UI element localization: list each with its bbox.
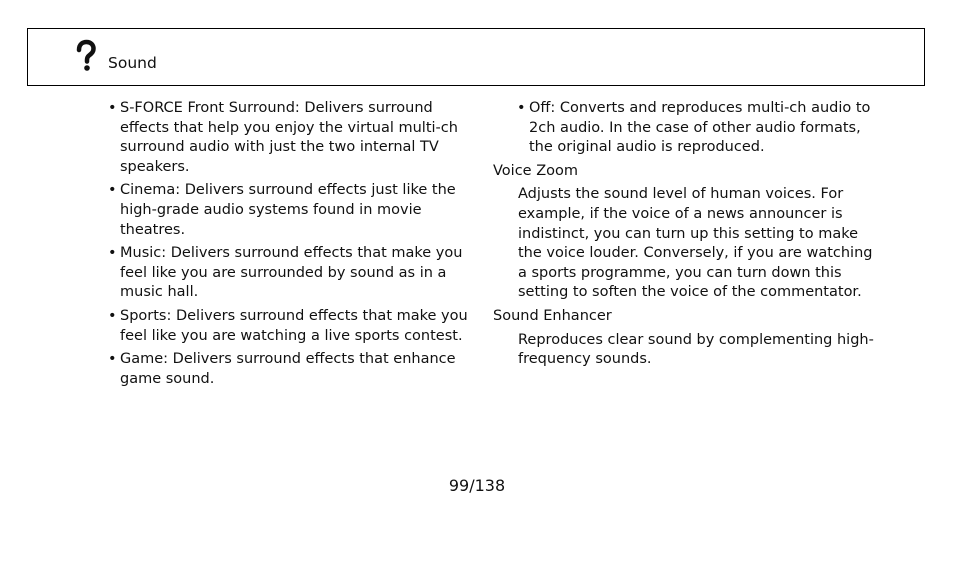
list-item: • S-FORCE Front Surround: Delivers surround effects that help you enjoy the virtual multi-ch surround audio with just the two internal TV speakers. <box>108 99 468 177</box>
description-sound-enhancer: Reproduces clear sound by complementing high-frequency sounds. <box>518 331 874 368</box>
page-number: 99/138 <box>448 476 506 495</box>
list-item: • Cinema: Delivers surround effects just like the high-grade audio systems found in movie theatres. <box>108 181 468 240</box>
help-question-icon[interactable] <box>75 39 97 73</box>
page-title: Sound <box>108 54 157 72</box>
list-item: • Off: Converts and reproduces multi-ch audio to 2ch audio. In the case of other audio formats, the original audio is reproduced. <box>517 99 883 158</box>
list-item: • Music: Delivers surround effects that make you feel like you are surrounded by sound as in a music hall. <box>108 244 468 303</box>
term-sound-enhancer: Sound Enhancer <box>493 307 612 324</box>
page-header <box>27 28 925 86</box>
list-item: • Game: Delivers surround effects that enhance game sound. <box>108 350 468 389</box>
left-column <box>108 99 468 393</box>
right-column <box>493 99 883 374</box>
term-voice-zoom: Voice Zoom <box>493 162 578 179</box>
list-item: • Sports: Delivers surround effects that make you feel like you are watching a live sports contest. <box>108 307 468 346</box>
description-voice-zoom: Adjusts the sound level of human voices. For example, if the voice of a news announcer is indistinct, you can turn up this setting to make the voice louder. Conversely, if you are watching a sports programme, you can turn down this setting to soften the voice of the commentator. <box>518 186 873 301</box>
